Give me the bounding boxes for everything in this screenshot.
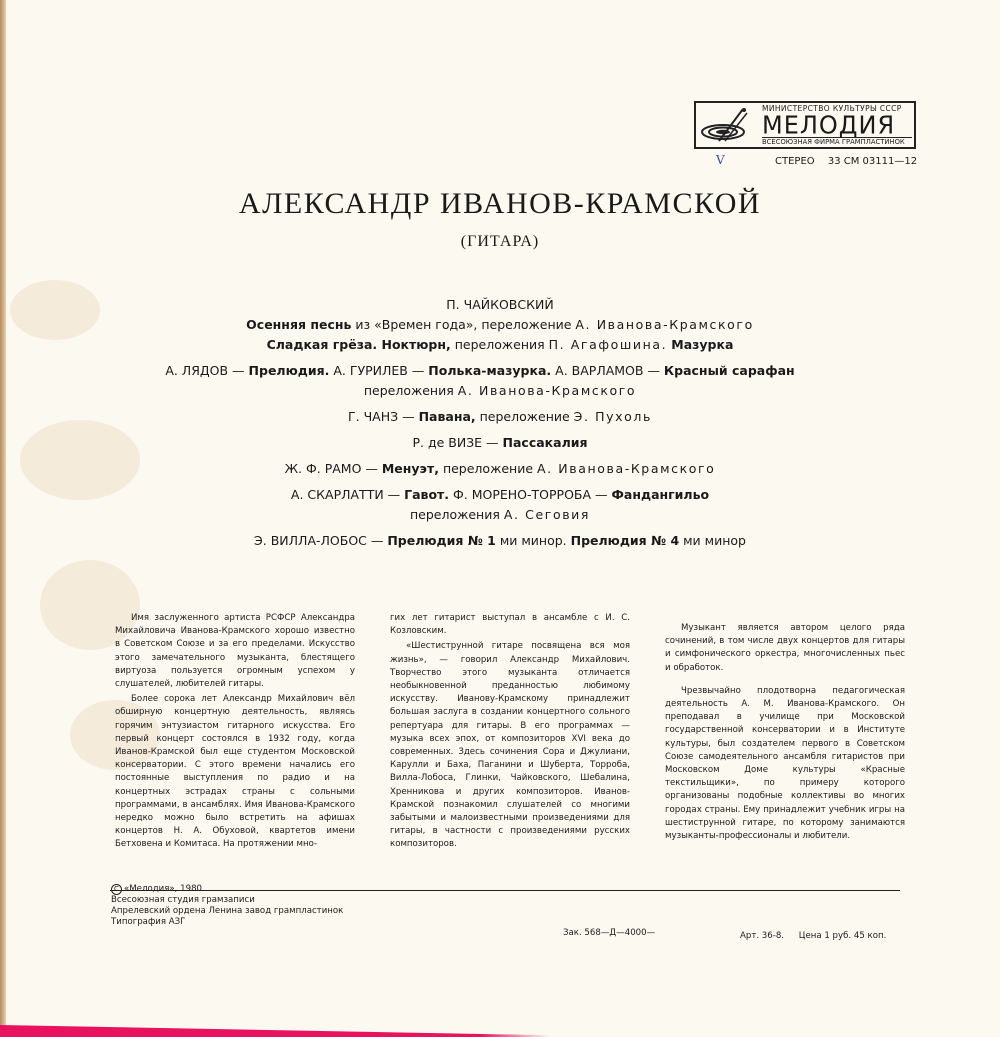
composer: Г. ЧАНЗ — — [348, 409, 419, 424]
composer: А. СКАРЛАТТИ — — [290, 487, 405, 502]
program-line — [0, 532, 1000, 558]
copyright-icon: C — [111, 884, 122, 895]
liner-notes — [115, 612, 905, 852]
track-program — [0, 296, 1000, 558]
ministry-text: МИНИСТЕРСТВО КУЛЬТУРЫ СССР — [762, 103, 902, 113]
notes-column-3 — [665, 612, 905, 852]
price: Цена 1 руб. 45 коп. — [798, 931, 887, 941]
copyright-line — [111, 884, 343, 895]
firm-text: ВСЕСОЮЗНАЯ ФИРМА ГРАМПЛАСТИНОК — [762, 137, 912, 147]
work-title: Красный сарафан — [663, 363, 795, 378]
work-title: Сладкая грёза. Ноктюрн, — [266, 337, 451, 352]
work-title: Фандангильо — [611, 487, 710, 502]
program-line — [0, 460, 1000, 486]
program-line — [0, 296, 1000, 316]
arranger: П. Агафошина. — [548, 337, 668, 352]
arranger: А. Иванова-Крамского — [575, 317, 754, 332]
composer: П. ЧАЙКОВСКИЙ — [446, 297, 554, 312]
imprint — [111, 884, 343, 928]
paragraph: «Шестиструнной гитаре посвящена вся моя жизнь», — говорил Александр Михайлович. Творчество этого музыканта отличается необыкновенной преданностью любимому искусству. Иванову-Крамскому принадлежит большая заслуга в создании концертного сольного репертуара для гитары. В его программах — музыка всех эпох, от композиторов XVI века до современных. Здесь сочинения Сора и Джулиани, Карулли и Баха, Паганини и Шуберта, Торроба, Вилла-Лобоса, Глинки, Чайковского, Шебалина, Хренникова и других композиторов. Иванов-Крамской познакомил слушателей со многими забытыми и малоизвестными произведениями для гитары, в частности с произведениями русских композиторов. — [390, 641, 630, 850]
album-title: АЛЕКСАНДР ИВАНОВ-КРАМСКОЙ — [238, 187, 762, 220]
composer: Э. ВИЛЛА-ЛОБОС — — [254, 533, 388, 548]
article-number: Арт. 36-8. — [740, 931, 785, 941]
composer: А. ГУРИЛЕВ — — [329, 363, 429, 378]
price-info — [740, 931, 886, 941]
paragraph: Музыкант является автором целого ряда сочинений, в том числе двух концертов для гитары и симфонического оркестра, многочисленных пьес и обработок. — [665, 623, 905, 673]
arranger: А. Сеговия — [503, 507, 591, 522]
brand-name: МЕЛОДИЯ — [762, 109, 896, 140]
catalog-code: 33 СМ 03111—12 — [827, 156, 918, 167]
paragraph: Более сорока лет Александр Михайлович вёл обширную концертную деятельность, являясь горячим энтузиастом гитарного искусства. Его первый концерт состоялся в 1932 году, когда Иванов-Крамской был еще студентом Московской консерватории. С этого времени начались его постоянные выступления по радио и на концертных эстрадах страны с сольными программами, в ансамблях. Имя Иванова-Крамского нередко можно было встретить на афишах концертов Н. А. Обуховой, квартетов имени Бетховена и Комитаса. На протяжении мно- — [115, 694, 355, 850]
work-title: Мазурка — [671, 337, 734, 352]
composer: Р. де ВИЗЕ — — [412, 435, 503, 450]
arranger: Э. Пухоль — [573, 409, 652, 424]
program-line — [0, 434, 1000, 460]
work-title: Прелюдия № 1 — [387, 533, 496, 548]
work-title: Прелюдия № 4 — [570, 533, 680, 548]
composer: Ф. МОРЕНО-ТОРРОБА — — [449, 487, 612, 502]
pen-checkmark: V — [716, 153, 725, 167]
order-number: Зак. 568—Д—4000— — [563, 928, 656, 938]
work-title: Павана, — [418, 409, 476, 424]
notes-column-2 — [390, 612, 630, 852]
text: ми минор — [679, 533, 746, 548]
program-line — [0, 486, 1000, 506]
label-pink-strip — [0, 1025, 1000, 1037]
program-line — [0, 362, 980, 382]
work-title: Прелюдия. — [248, 363, 330, 378]
arranger: А. Иванова-Крамского — [536, 461, 716, 476]
notes-column-1 — [115, 612, 355, 852]
composer: Ж. Ф. РАМО — — [284, 461, 382, 476]
paragraph: Имя заслуженного артиста РСФСР Александра Михайловича Иванова-Крамского хорошо известно в Советском Союзе и за его пределами. Искусство этого замечательного музыканта, блестящего виртуоза пользуется огромным успехом у слушателей, любителей гитары. — [115, 613, 355, 690]
studio-line: Всесоюзная студия грамзаписи — [111, 895, 255, 905]
melodiya-record-emblem-icon — [696, 103, 760, 147]
plant-line: Апрелевский ордена Ленина завод грампластинок — [111, 906, 344, 916]
work-title: Полька-мазурка. — [428, 363, 552, 378]
text: переложение — [475, 409, 574, 424]
program-line — [0, 316, 1000, 336]
work-title: Менуэт, — [381, 461, 439, 476]
paragraph: Чрезвычайно плодотворна педагогическая деятельность А. М. Иванова-Крамского. Он преподавал в училище при Московской государственной консерватории и в Институте культуры, был создателем первого в Советском Союзе самодеятельного ансамбля гитаристов при Московском Доме культуры «Красные текстильщики», по примеру которого организованы подобные коллективы во многих городах страны. Ему принадлежит учебник игры на шестиструнной гитаре, по которому занимаются музыканты-профессионалы и любители. — [665, 685, 905, 842]
composer: А. ВАРЛАМОВ — — [551, 363, 664, 378]
text: переложение — [438, 461, 537, 476]
paragraph: гих лет гитарист выступал в ансамбле с И. С. Козловским. — [390, 613, 630, 637]
program-line — [0, 336, 1000, 362]
stereo-label: СТЕРЕО — [775, 156, 815, 167]
program-line — [0, 408, 1000, 434]
text: переложения — [450, 337, 549, 352]
album-subtitle: (ГИТАРА) — [460, 233, 540, 250]
work-title: Пассакалия — [502, 435, 588, 450]
program-line — [0, 382, 1000, 408]
printer-line: Типография АЗГ — [111, 917, 186, 927]
text: ми минор. — [495, 533, 571, 548]
text: переложения — [363, 383, 458, 398]
text: из «Времен года», переложение — [351, 317, 576, 332]
melodiya-logo — [694, 101, 916, 149]
arranger: А. Иванова-Крамского — [457, 383, 637, 398]
composer: А. ЛЯДОВ — — [165, 363, 249, 378]
text: переложения — [409, 507, 504, 522]
work-title: Осенняя песнь — [246, 317, 352, 332]
program-line — [0, 506, 1000, 532]
copyright-text: «Мелодия», 1980 — [124, 884, 202, 894]
work-title: Гавот. — [404, 487, 450, 502]
catalog-number — [775, 156, 927, 167]
